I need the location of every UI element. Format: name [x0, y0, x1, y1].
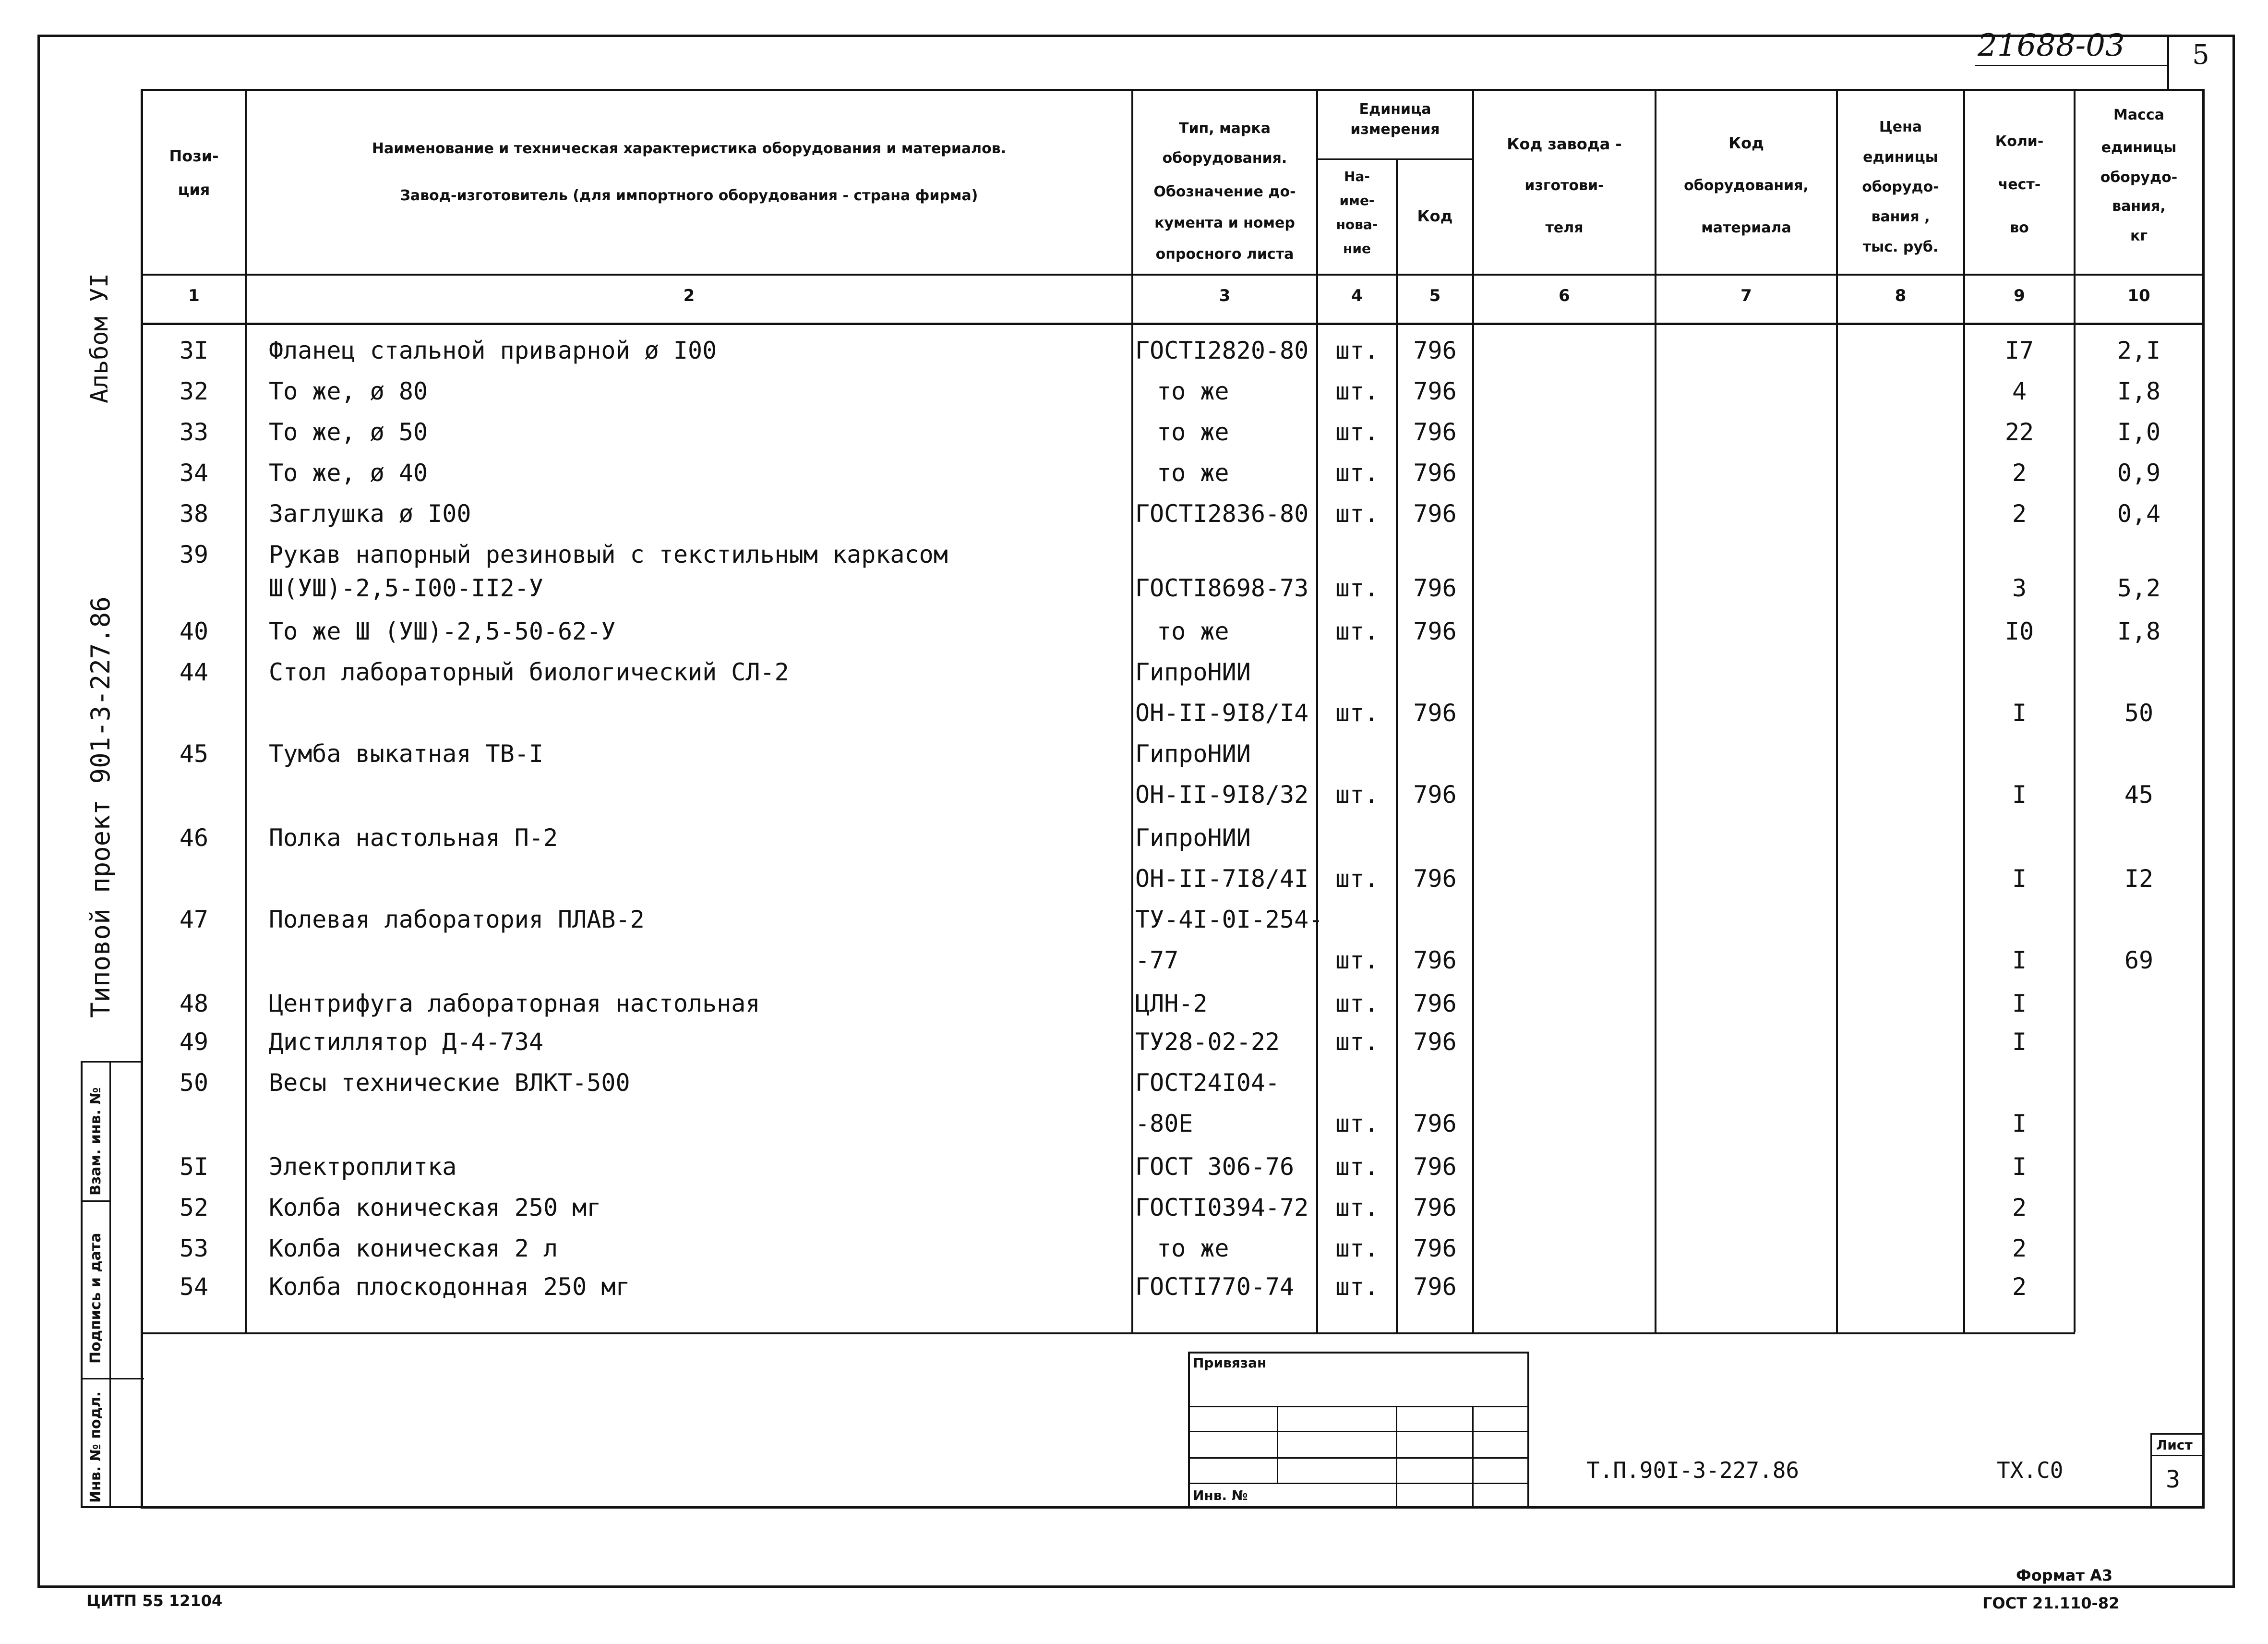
- pagebox-left: [2167, 35, 2169, 91]
- hdr-name-2: Завод-изготовитель (для импортного оборудования - страна фирма): [400, 187, 978, 204]
- stamp-privyazan: Привязан: [1193, 1355, 1267, 1371]
- footer-citp: ЦИТП 55 12104: [86, 1592, 223, 1610]
- row-22-unit: шт.: [1335, 1194, 1379, 1221]
- row-18-type: ТУ28-02-22: [1135, 1028, 1280, 1056]
- row-10-qty: I: [2012, 699, 2027, 727]
- row-22-qty: 2: [2012, 1194, 2027, 1221]
- colnum-4: 4: [1351, 286, 1363, 305]
- stamp-h4: [1188, 1483, 1529, 1484]
- stamp-h2: [1188, 1431, 1529, 1432]
- colnum-3: 3: [1219, 286, 1231, 305]
- row-12-qty: I: [2012, 781, 2027, 809]
- hdr-kod: Код: [1417, 207, 1453, 225]
- row-4-code: 796: [1413, 459, 1457, 487]
- album-label: Альбом УI: [85, 273, 113, 403]
- list-box-top: [2150, 1433, 2203, 1435]
- row-16-unit: шт.: [1335, 946, 1379, 974]
- hdr-unit-1: Единица: [1359, 101, 1431, 118]
- hdr-mass-5: кг: [2130, 228, 2148, 244]
- hdr-price-2: единицы: [1863, 149, 1938, 166]
- row-23-pos: 53: [179, 1234, 209, 1262]
- header-bottom: [141, 274, 2205, 276]
- stamp-h3: [1188, 1457, 1529, 1459]
- row-14-mass: I2: [2124, 865, 2154, 893]
- rows-end-line: [141, 1332, 2075, 1334]
- row-7-code: 796: [1413, 574, 1457, 602]
- row-2-qty: 4: [2012, 377, 2027, 405]
- row-1-name: Фланец стальной приварной ø I00: [269, 337, 717, 364]
- row-16-qty: I: [2012, 946, 2027, 974]
- row-4-pos: 34: [179, 459, 209, 487]
- frame-top: [37, 35, 2235, 37]
- row-21-code: 796: [1413, 1153, 1457, 1181]
- stamp-designation: Т.П.90I-3-227.86: [1586, 1457, 1800, 1483]
- hdr-zavod-2: изготови-: [1524, 177, 1604, 194]
- stamp-list-number: 3: [2166, 1465, 2181, 1493]
- row-24-qty: 2: [2012, 1273, 2027, 1301]
- row-5-type: ГОСТI2836-80: [1135, 500, 1309, 528]
- stamp-inv-no: Инв. №: [1193, 1487, 1248, 1503]
- row-9-type: ГипроНИИ: [1135, 658, 1251, 686]
- hdr-kodob-2: оборудования,: [1684, 177, 1809, 194]
- row-20-code: 796: [1413, 1110, 1457, 1137]
- row-15-type: ТУ-4I-0I-254-: [1135, 906, 1323, 933]
- row-24-type: ГОСТI770-74: [1135, 1273, 1295, 1301]
- side-sep1: [81, 1061, 143, 1063]
- hdr-zavod-1: Код завода -: [1507, 135, 1622, 153]
- colnum-2: 2: [683, 286, 695, 305]
- hdr-type-1: Тип, марка: [1179, 120, 1271, 137]
- row-17-qty: I: [2012, 990, 2027, 1017]
- row-23-qty: 2: [2012, 1234, 2027, 1262]
- hdr-pos-1: Пози-: [169, 147, 219, 165]
- table-right: [2202, 89, 2205, 1508]
- hdr-mass-2: единицы: [2101, 139, 2177, 156]
- footer-gost: ГОСТ 21.110-82: [1982, 1594, 2120, 1612]
- hdr-qty-2: чест-: [1998, 176, 2041, 193]
- row-21-qty: I: [2012, 1153, 2027, 1181]
- col-div-1: [245, 89, 247, 1332]
- hdr-mass-1: Масса: [2113, 107, 2164, 123]
- row-11-name: Тумба выкатная ТВ-I: [269, 740, 543, 768]
- row-10-code: 796: [1413, 699, 1457, 727]
- hdr-price-1: Цена: [1879, 119, 1922, 135]
- row-1-unit: шт.: [1335, 337, 1379, 364]
- row-12-code: 796: [1413, 781, 1457, 809]
- hdr-price-4: вания ,: [1871, 208, 1930, 225]
- colnum-7: 7: [1740, 286, 1752, 305]
- numbers-bottom: [141, 323, 2205, 325]
- row-3-mass: I,0: [2117, 418, 2161, 446]
- row-3-name: То же, ø 50: [269, 418, 428, 446]
- frame-right: [2232, 35, 2235, 1588]
- row-7-mass: 5,2: [2117, 574, 2161, 602]
- hdr-naim-4: ние: [1343, 241, 1371, 256]
- stamp-top: [1188, 1352, 1529, 1354]
- unit-subheader-line: [1316, 158, 1472, 160]
- project-label: Типовой проект 901-3-227.86: [85, 596, 116, 1018]
- row-6-pos: 39: [179, 541, 209, 568]
- row-8-code: 796: [1413, 617, 1457, 645]
- row-8-type: то же: [1157, 617, 1229, 645]
- row-14-qty: I: [2012, 865, 2027, 893]
- hdr-naim-3: нова-: [1336, 217, 1378, 232]
- stamp-v2: [1396, 1406, 1397, 1508]
- row-13-pos: 46: [179, 824, 209, 852]
- row-24-unit: шт.: [1335, 1273, 1379, 1301]
- row-22-code: 796: [1413, 1194, 1457, 1221]
- row-15-pos: 47: [179, 906, 209, 933]
- col-div-6: [1655, 89, 1656, 1332]
- row-7-name: Ш(УШ)-2,5-I00-II2-У: [269, 574, 543, 602]
- row-4-unit: шт.: [1335, 459, 1379, 487]
- colnum-5: 5: [1429, 286, 1441, 305]
- row-16-mass: 69: [2124, 946, 2154, 974]
- row-12-mass: 45: [2124, 781, 2154, 809]
- row-6-name: Рукав напорный резиновый с текстильным каркасом: [269, 541, 948, 568]
- row-15-name: Полевая лаборатория ПЛАВ-2: [269, 906, 645, 933]
- row-3-qty: 22: [2004, 418, 2034, 446]
- row-22-name: Колба коническая 250 мг: [269, 1194, 601, 1221]
- row-10-unit: шт.: [1335, 699, 1379, 727]
- hdr-naim-2: име-: [1339, 193, 1375, 208]
- row-23-type: то же: [1157, 1234, 1229, 1262]
- hdr-mass-4: вания,: [2112, 198, 2166, 215]
- side-col-mid: [109, 1061, 111, 1508]
- row-5-qty: 2: [2012, 500, 2027, 528]
- side-sep2: [81, 1200, 110, 1202]
- hdr-qty-1: Коли-: [1995, 133, 2044, 150]
- row-20-unit: шт.: [1335, 1110, 1379, 1137]
- row-23-name: Колба коническая 2 л: [269, 1234, 558, 1262]
- row-2-pos: 32: [179, 377, 209, 405]
- footer-format: Формат А3: [2016, 1566, 2113, 1584]
- row-2-code: 796: [1413, 377, 1457, 405]
- stamp-right: [1527, 1352, 1529, 1508]
- hdr-type-3: Обозначение до-: [1153, 183, 1296, 200]
- row-18-pos: 49: [179, 1028, 209, 1056]
- frame-bottom: [37, 1585, 2235, 1588]
- row-21-name: Электроплитка: [269, 1153, 457, 1181]
- row-22-pos: 52: [179, 1194, 209, 1221]
- row-18-unit: шт.: [1335, 1028, 1379, 1056]
- row-3-type: то же: [1157, 418, 1229, 446]
- row-20-qty: I: [2012, 1110, 2027, 1137]
- row-19-type: ГОСТ24I04-: [1135, 1069, 1280, 1097]
- row-2-unit: шт.: [1335, 377, 1379, 405]
- table-top: [141, 89, 2205, 91]
- doc-number: 21688-03: [1978, 28, 2125, 63]
- row-18-code: 796: [1413, 1028, 1457, 1056]
- row-1-type: ГОСТI2820-80: [1135, 337, 1309, 364]
- row-24-code: 796: [1413, 1273, 1457, 1301]
- row-11-type: ГипроНИИ: [1135, 740, 1251, 768]
- row-16-type: -77: [1135, 946, 1179, 974]
- side-sep4: [81, 1506, 144, 1508]
- hdr-unit-2: измерения: [1350, 121, 1440, 138]
- row-19-name: Весы технические ВЛКТ-500: [269, 1069, 630, 1097]
- row-21-unit: шт.: [1335, 1153, 1379, 1181]
- hdr-type-5: опросного листа: [1155, 246, 1294, 263]
- row-3-code: 796: [1413, 418, 1457, 446]
- hdr-qty-3: во: [2010, 219, 2029, 236]
- row-1-code: 796: [1413, 337, 1457, 364]
- row-8-unit: шт.: [1335, 617, 1379, 645]
- row-7-qty: 3: [2012, 574, 2027, 602]
- row-14-unit: шт.: [1335, 865, 1379, 893]
- row-1-pos: 3I: [179, 337, 209, 364]
- row-23-code: 796: [1413, 1234, 1457, 1262]
- row-19-pos: 50: [179, 1069, 209, 1097]
- row-18-qty: I: [2012, 1028, 2027, 1056]
- row-17-name: Центрифуга лабораторная настольная: [269, 990, 760, 1017]
- row-17-code: 796: [1413, 990, 1457, 1017]
- list-box-left: [2150, 1433, 2152, 1508]
- side-col-left: [81, 1061, 83, 1508]
- row-5-mass: 0,4: [2117, 500, 2161, 528]
- row-8-name: То же Ш (УШ)-2,5-50-62-У: [269, 617, 616, 645]
- row-21-type: ГОСТ 306-76: [1135, 1153, 1295, 1181]
- hdr-naim-1: На-: [1344, 169, 1370, 184]
- row-5-pos: 38: [179, 500, 209, 528]
- hdr-price-5: тыс. руб.: [1862, 239, 1939, 255]
- row-3-unit: шт.: [1335, 418, 1379, 446]
- stamp-h1: [1188, 1406, 1529, 1407]
- hdr-type-4: кумента и номер: [1154, 215, 1295, 231]
- colnum-10: 10: [2127, 286, 2150, 305]
- list-box-sep: [2150, 1455, 2203, 1456]
- row-17-unit: шт.: [1335, 990, 1379, 1017]
- row-13-type: ГипроНИИ: [1135, 824, 1251, 852]
- row-7-type: ГОСТI8698-73: [1135, 574, 1309, 602]
- stamp-list-label: Лист: [2156, 1437, 2193, 1453]
- hdr-price-3: оборудо-: [1862, 179, 1939, 195]
- row-12-unit: шт.: [1335, 781, 1379, 809]
- col-div-5: [1472, 89, 1474, 1332]
- col-div-2: [1131, 89, 1133, 1332]
- row-12-type: ОН-II-9I8/32: [1135, 781, 1309, 809]
- row-4-name: То же, ø 40: [269, 459, 428, 487]
- hdr-name-1: Наименование и техническая характеристика оборудования и материалов.: [372, 140, 1007, 157]
- row-10-mass: 50: [2124, 699, 2154, 727]
- row-16-code: 796: [1413, 946, 1457, 974]
- row-9-pos: 44: [179, 658, 209, 686]
- row-17-pos: 48: [179, 990, 209, 1017]
- hdr-type-2: оборудования.: [1162, 150, 1287, 167]
- stamp-v3: [1472, 1406, 1474, 1508]
- row-5-code: 796: [1413, 500, 1457, 528]
- row-8-pos: 40: [179, 617, 209, 645]
- col-div-7: [1836, 89, 1838, 1332]
- row-10-type: ОН-II-9I8/I4: [1135, 699, 1309, 727]
- row-2-mass: I,8: [2117, 377, 2161, 405]
- row-21-pos: 5I: [179, 1153, 209, 1181]
- row-20-type: -80Е: [1135, 1110, 1193, 1137]
- row-14-type: ОН-II-7I8/4I: [1135, 865, 1309, 893]
- row-4-qty: 2: [2012, 459, 2027, 487]
- row-22-type: ГОСТI0394-72: [1135, 1194, 1309, 1221]
- row-1-qty: I7: [2004, 337, 2034, 364]
- row-14-code: 796: [1413, 865, 1457, 893]
- stamp-sheet-code: ТХ.С0: [1997, 1457, 2064, 1483]
- page-number: 5: [2192, 39, 2209, 71]
- colnum-8: 8: [1895, 286, 1907, 305]
- row-1-mass: 2,I: [2117, 337, 2161, 364]
- row-24-name: Колба плоскодонная 250 мг: [269, 1273, 630, 1301]
- hdr-zavod-3: теля: [1545, 219, 1584, 236]
- row-4-type: то же: [1157, 459, 1229, 487]
- side-sep3: [81, 1378, 144, 1379]
- row-23-unit: шт.: [1335, 1234, 1379, 1262]
- frame-left: [37, 35, 40, 1588]
- row-13-name: Полка настольная П-2: [269, 824, 558, 852]
- row-4-mass: 0,9: [2117, 459, 2161, 487]
- stamp-v1: [1277, 1406, 1278, 1483]
- row-8-qty: I0: [2004, 617, 2034, 645]
- row-5-name: Заглушка ø I00: [269, 500, 471, 528]
- table-bottom: [141, 1506, 2205, 1509]
- row-5-unit: шт.: [1335, 500, 1379, 528]
- hdr-kodob-3: материала: [1701, 219, 1791, 236]
- row-8-mass: I,8: [2117, 617, 2161, 645]
- side-vzam-inv: Взам. инв. №: [87, 1087, 104, 1196]
- row-18-name: Дистиллятор Д-4-734: [269, 1028, 543, 1056]
- side-inv-podl: Инв. № подл.: [87, 1391, 104, 1503]
- row-2-name: То же, ø 80: [269, 377, 428, 405]
- row-3-pos: 33: [179, 418, 209, 446]
- hdr-kodob-1: Код: [1728, 134, 1764, 152]
- row-7-unit: шт.: [1335, 574, 1379, 602]
- row-24-pos: 54: [179, 1273, 209, 1301]
- hdr-mass-3: оборудо-: [2100, 169, 2178, 186]
- docnum-underline: [1975, 65, 2167, 66]
- stamp-left: [1188, 1352, 1190, 1508]
- side-podpis: Подпись и дата: [87, 1233, 104, 1364]
- colnum-9: 9: [2014, 286, 2025, 305]
- colnum-1: 1: [188, 286, 200, 305]
- row-2-type: то же: [1157, 377, 1229, 405]
- row-9-name: Стол лабораторный биологический СЛ-2: [269, 658, 789, 686]
- hdr-pos-2: ция: [178, 181, 210, 199]
- row-11-pos: 45: [179, 740, 209, 768]
- row-17-type: ЦЛН-2: [1135, 990, 1208, 1017]
- colnum-6: 6: [1559, 286, 1570, 305]
